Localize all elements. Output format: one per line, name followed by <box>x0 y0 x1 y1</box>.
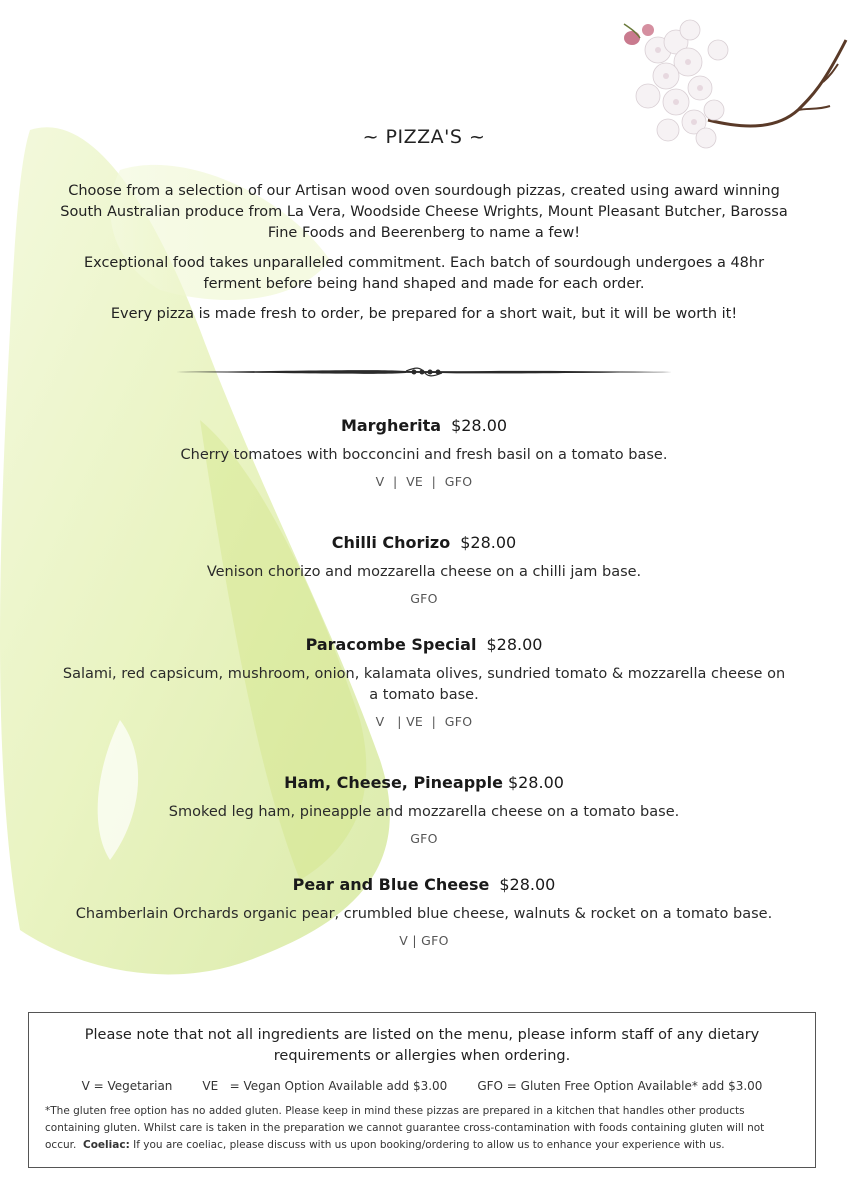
item-dietary-tags: GFO <box>410 831 438 846</box>
coeliac-text: If you are coeliac, please discuss with us upon booking/ordering to allow us to enhance your experience with us. <box>133 1139 725 1151</box>
item-dietary-tags: GFO <box>410 591 438 606</box>
intro-paragraph: Exceptional food takes unparalleled commitment. Each batch of sourdough undergoes a 48hr ferment before being hand shaped and made for each order. <box>83 255 765 292</box>
menu-item-paracombe-special <box>40 635 808 729</box>
ornamental-divider <box>176 364 672 380</box>
dietary-legend <box>29 1079 815 1093</box>
item-title <box>20 875 828 894</box>
item-title <box>40 416 808 435</box>
legend-vegan: VE = Vegan Option Available add $3.00 <box>202 1079 448 1093</box>
item-name: Margherita <box>340 416 442 435</box>
item-title <box>40 635 808 654</box>
item-title <box>40 773 808 792</box>
item-dietary-tags: V | VE | GFO <box>375 714 473 729</box>
gluten-disclaimer-text: *The gluten free option has no added gluten. Please keep in mind these pizzas are prepared in a kitchen that handles other products containing gluten. Whilst care is taken in the preparation we cannot guarantee cross-contamination with foods containing gluten will not occur. <box>45 1105 765 1151</box>
item-description: Smoked leg ham, pineapple and mozzarella cheese on a tomato base. <box>168 804 680 820</box>
menu-item-pear-and-blue-cheese <box>20 875 828 948</box>
item-price: $28.00 <box>486 635 543 654</box>
item-description: Chamberlain Orchards organic pear, crumbled blue cheese, walnuts & rocket on a tomato base. <box>75 906 773 922</box>
allergy-notice: Please note that not all ingredients are listed on the menu, please inform staff of any dietary requirements or allergies when ordering. <box>84 1027 760 1064</box>
item-price: $28.00 <box>507 773 564 792</box>
item-name: Ham, Cheese, Pineapple <box>284 773 503 792</box>
item-description: Cherry tomatoes with bocconcini and fresh basil on a tomato base. <box>180 447 668 463</box>
item-price: $28.00 <box>451 416 508 435</box>
item-title <box>40 533 808 552</box>
item-description: Salami, red capsicum, mushroom, onion, kalamata olives, sundried tomato & mozzarella cheese on a tomato base. <box>62 666 786 703</box>
item-dietary-tags: V | VE | GFO <box>375 474 473 489</box>
gluten-disclaimer <box>45 1103 801 1154</box>
page-title: ~ PIZZA'S ~ <box>362 126 486 148</box>
item-price: $28.00 <box>460 533 517 552</box>
intro-paragraph: Choose from a selection of our Artisan wood oven sourdough pizzas, created using award winning South Australian produce from La Vera, Woodside Cheese Wrights, Mount Pleasant Butcher, Barossa Fine Foods and Beerenberg to name a few! <box>60 183 788 241</box>
intro-paragraph: Every pizza is made fresh to order, be prepared for a short wait, but it will be worth it! <box>110 306 738 322</box>
legend-vegetarian: V = Vegetarian <box>81 1079 173 1093</box>
dietary-notice-box <box>28 1012 816 1168</box>
coeliac-label: Coeliac: <box>83 1139 130 1151</box>
item-name: Pear and Blue Cheese <box>292 875 490 894</box>
intro-section <box>60 181 788 334</box>
item-price: $28.00 <box>499 875 556 894</box>
item-description: Venison chorizo and mozzarella cheese on a chilli jam base. <box>206 564 642 580</box>
item-dietary-tags: V | GFO <box>399 933 449 948</box>
menu-item-chilli-chorizo <box>40 533 808 606</box>
menu-item-margherita <box>40 416 808 489</box>
legend-gluten-free: GFO = Gluten Free Option Available* add $3.00 <box>477 1079 763 1093</box>
menu-item-ham-cheese-pineapple <box>40 773 808 846</box>
item-name: Paracombe Special <box>305 635 477 654</box>
item-name: Chilli Chorizo <box>331 533 451 552</box>
